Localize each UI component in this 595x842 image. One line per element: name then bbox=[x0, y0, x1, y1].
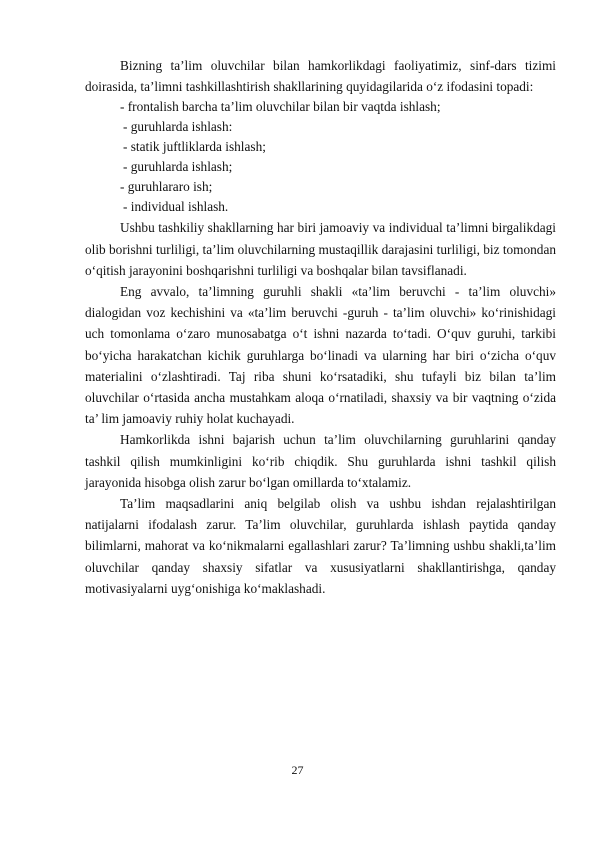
paragraph-forms-description: Ushbu tashkiliy shakllarning har biri jamoaviy va individual ta’limni birgalikdagi olib borishni turliligi, ta’lim oluvchilarning mustaqillik darajasini turliligi, biz tomondan o‘qitish jarayonini boshqarishni turliligi va boshqalar bilan tavsiflanadi. bbox=[85, 220, 556, 278]
list-item: - individual ishlash. bbox=[123, 199, 229, 215]
paragraph-intro: Bizning ta’lim oluvchilar bilan hamkorlikdagi faoliyatimiz, sinf-dars tizimi doirasida, ta’limni tashkillashtirish shakllarining quyidagilarida o‘z ifodasini topadi: bbox=[85, 58, 556, 95]
paragraph-group-form: Eng avvalo, ta’limning guruhli shakli «ta’lim beruvchi - ta’lim oluvchi» dialogidan voz kechishini va «ta’lim beruvchi -guruh - ta’lim oluvchi» ko‘rinishidagi uch tomonlama o‘zaro munosabatga o‘t ishni nazarda to‘tadi. O‘quv guruhi, tarkibi bo‘yicha harakatchan kichik guruhlarga bo‘linadi va ularning har biri o‘zicha o‘quv materialini o‘zlashtiradi. Taj riba shuni ko‘rsatadiki, shu tufayli biz bilan ta’lim oluvchilar o‘rtasida ancha mustahkam aloqa o‘rnatiladi, shaxsiy va bir vaqtning o‘zida ta’ lim jamoaviy ruhiy holat kuchayadi. bbox=[85, 284, 556, 427]
list-item: - frontalish barcha ta’lim oluvchilar bilan bir vaqtda ishlash; bbox=[120, 99, 441, 115]
organization-forms-list bbox=[85, 97, 556, 217]
list-item: - guruhlarda ishlash; bbox=[123, 159, 233, 175]
list-item: - guruhlararo ish; bbox=[120, 179, 213, 195]
page-content bbox=[85, 55, 556, 599]
paragraph-learning-goals: Ta’lim maqsadlarini aniq belgilab olish va ushbu ishdan rejalashtirilgan natijalarni ifodalash zarur. Ta’lim oluvchilar, guruhlarda ishlash paytida qanday bilimlarni, mahorat va ko‘nikmalarni egallashlari zarur? Ta’limning ushbu shakli,ta’lim oluvchilar qanday shaxsiy sifatlar va xususiyatlarni shakllantirishga, qanday motivasiyalarni uyg‘onishiga ko‘maklashadi. bbox=[85, 496, 556, 596]
list-item: - statik juftliklarda ishlash; bbox=[123, 139, 266, 155]
list-item: - guruhlarda ishlash: bbox=[123, 119, 233, 135]
page-number: 27 bbox=[291, 763, 304, 777]
paragraph-cooperation: Hamkorlikda ishni bajarish uchun ta’lim oluvchilarning guruhlarini qanday tashkil qilish mumkinligini ko‘rib chiqdik. Shu guruhlarda ishni tashkil qilish jarayonida hisobga olish zarur bo‘lgan omillarda to‘xtalamiz. bbox=[85, 432, 556, 490]
